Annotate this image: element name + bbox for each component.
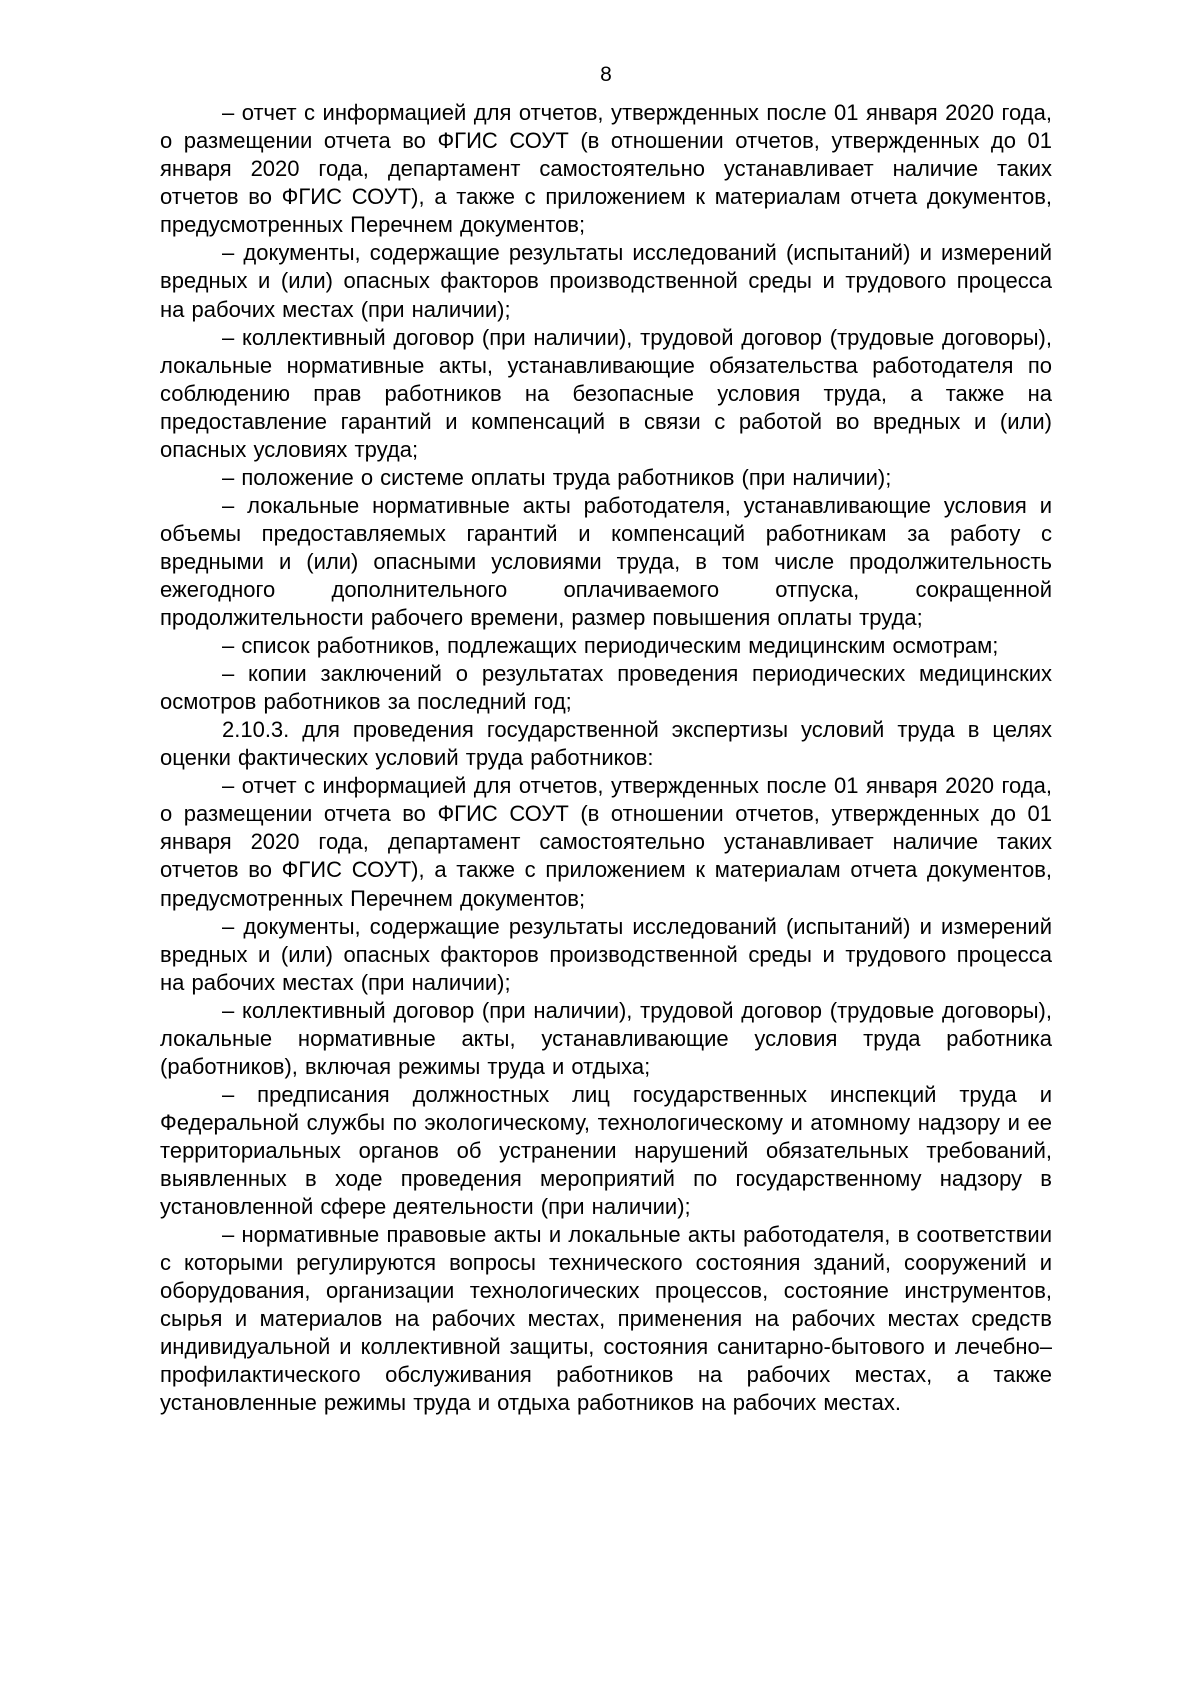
page-number: 8	[600, 63, 612, 86]
paragraph-collective-agreement-conditions: – коллективный договор (при наличии), трудовой договор (трудовые договоры), локальные нормативные акты, устанавливающие условия труда работника (работников), включая режимы труда и отдыха;	[160, 997, 1052, 1079]
paragraph-normative-legal-acts: – нормативные правовые акты и локальные акты работодателя, в соответствии с которыми регулируются вопросы технического состояния зданий, сооружений и оборудования, организации технологических процессов, состояние инструментов, сырья и материалов на рабочих местах, применения на рабочих местах средств индивидуальной и коллективной защиты, состояния санитарно-бытового и лечебно–профилактического обслуживания работников на рабочих местах, а также установленные режимы труда и отдыха работников на рабочих местах.	[160, 1222, 1052, 1416]
document-body	[160, 99, 1052, 1417]
paragraph-pay-system-regulation: – положение о системе оплаты труда работников (при наличии);	[222, 464, 892, 490]
paragraph-medical-exam-list: – список работников, подлежащих периодическим медицинским осмотрам;	[222, 633, 999, 659]
paragraph-report-fgis-sout: – отчет с информацией для отчетов, утвержденных после 01 января 2020 года, о размещении отчета во ФГИС СОУТ (в отношении отчетов, утвержденных до 01 января 2020 года, департамент самостоятельно устанавливает наличие таких отчетов во ФГИС СОУТ), а также с приложением к материалам отчета документов, предусмотренных Перечнем документов;	[160, 100, 1052, 238]
paragraph-research-results-2: – документы, содержащие результаты исследований (испытаний) и измерений вредных и (или) опасных факторов производственной среды и трудового процесса на рабочих местах (при наличии);	[160, 913, 1052, 995]
paragraph-inspection-orders: – предписания должностных лиц государственных инспекций труда и Федеральной службы по экологическому, технологическому и атомному надзору и ее территориальных органов об устранении нарушений обязательных требований, выявленных в ходе проведения мероприятий по государственному надзору в установленной сфере деятельности (при наличии);	[160, 1081, 1052, 1220]
paragraph-clause-2-10-3: 2.10.3. для проведения государственной экспертизы условий труда в целях оценки фактических условий труда работников:	[160, 717, 1052, 771]
paragraph-collective-agreement-obligations: – коллективный договор (при наличии), трудовой договор (трудовые договоры), локальные нормативные акты, устанавливающие обязательства работодателя по соблюдению прав работников на безопасные условия труда, а также на предоставление гарантий и компенсаций в связи с работой во вредных и (или) опасных условиях труда;	[160, 324, 1052, 462]
paragraph-research-results: – документы, содержащие результаты исследований (испытаний) и измерений вредных и (или) опасных факторов производственной среды и трудового процесса на рабочих местах (при наличии);	[160, 240, 1052, 322]
paragraph-local-normative-acts: – локальные нормативные акты работодателя, устанавливающие условия и объемы предоставляемых гарантий и компенсаций работникам за работу с вредными и (или) опасными условиями труда, в том числе продолжительность ежегодного дополнительного оплачиваемого отпуска, сокращенной продолжительности рабочего времени, размер повышения оплаты труда;	[160, 492, 1052, 631]
paragraph-medical-exam-conclusions: – копии заключений о результатах проведения периодических медицинских осмотров работников за последний год;	[160, 661, 1052, 715]
paragraph-report-fgis-sout-2: – отчет с информацией для отчетов, утвержденных после 01 января 2020 года, о размещении отчета во ФГИС СОУТ (в отношении отчетов, утвержденных до 01 января 2020 года, департамент самостоятельно устанавливает наличие таких отчетов во ФГИС СОУТ), а также с приложением к материалам отчета документов, предусмотренных Перечнем документов;	[160, 773, 1052, 911]
